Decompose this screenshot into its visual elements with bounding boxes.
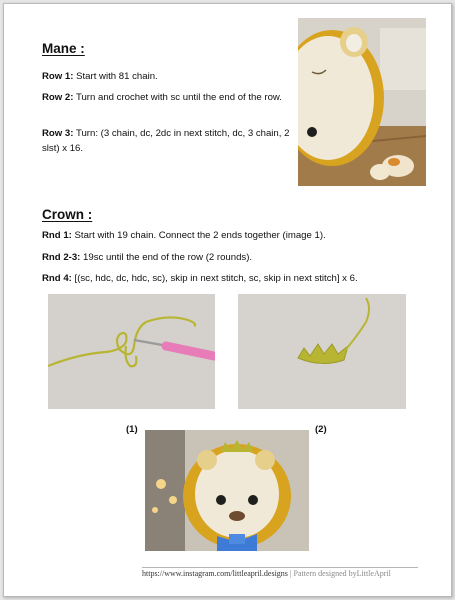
row-label: Rnd 1: <box>42 230 72 241</box>
row-text: Turn: (3 chain, dc, 2dc in next stitch, dc, 3 chain, 2 slst) x 16. <box>42 128 290 154</box>
row-label: Row 3: <box>42 128 74 139</box>
crown-heading: Crown : <box>42 207 93 222</box>
chain-loop-photo <box>48 294 215 409</box>
row-label: Row 2: <box>42 92 74 103</box>
row-text: Start with 19 chain. Connect the 2 ends together (image 1). <box>71 230 326 241</box>
footer <box>142 569 442 578</box>
crown-rnd-2-3 <box>42 250 422 265</box>
crown-rnd-1 <box>42 228 422 243</box>
row-text: [(sc, hdc, dc, hdc, sc), skip in next stitch, sc, skip in next stitch] x 6. <box>71 273 358 284</box>
caption-image-1: (1) <box>126 424 138 435</box>
row-text: 19sc until the end of the row (2 rounds). <box>80 252 253 263</box>
footer-divider <box>142 567 418 568</box>
footer-url[interactable]: https://www.instagram.com/littleapril.designs <box>142 569 288 578</box>
crown-piece-photo <box>238 294 406 409</box>
lion-doll-photo <box>145 430 309 551</box>
mane-row-3 <box>42 126 292 156</box>
caption-image-2: (2) <box>315 424 327 435</box>
footer-credit: Pattern designed byLittleApril <box>293 569 391 578</box>
mane-row-1 <box>42 69 292 84</box>
footer-separator: | <box>289 569 292 578</box>
mane-row-2 <box>42 90 292 105</box>
row-label: Rnd 4: <box>42 273 72 284</box>
row-text: Start with 81 chain. <box>73 71 158 82</box>
row-label: Row 1: <box>42 71 74 82</box>
row-text: Turn and crochet with sc until the end of the row. <box>73 92 282 103</box>
pattern-page <box>3 3 452 597</box>
mane-heading: Mane : <box>42 41 85 56</box>
lion-head-photo <box>298 18 426 186</box>
crown-rnd-4 <box>42 271 452 286</box>
row-label: Rnd 2-3: <box>42 252 81 263</box>
